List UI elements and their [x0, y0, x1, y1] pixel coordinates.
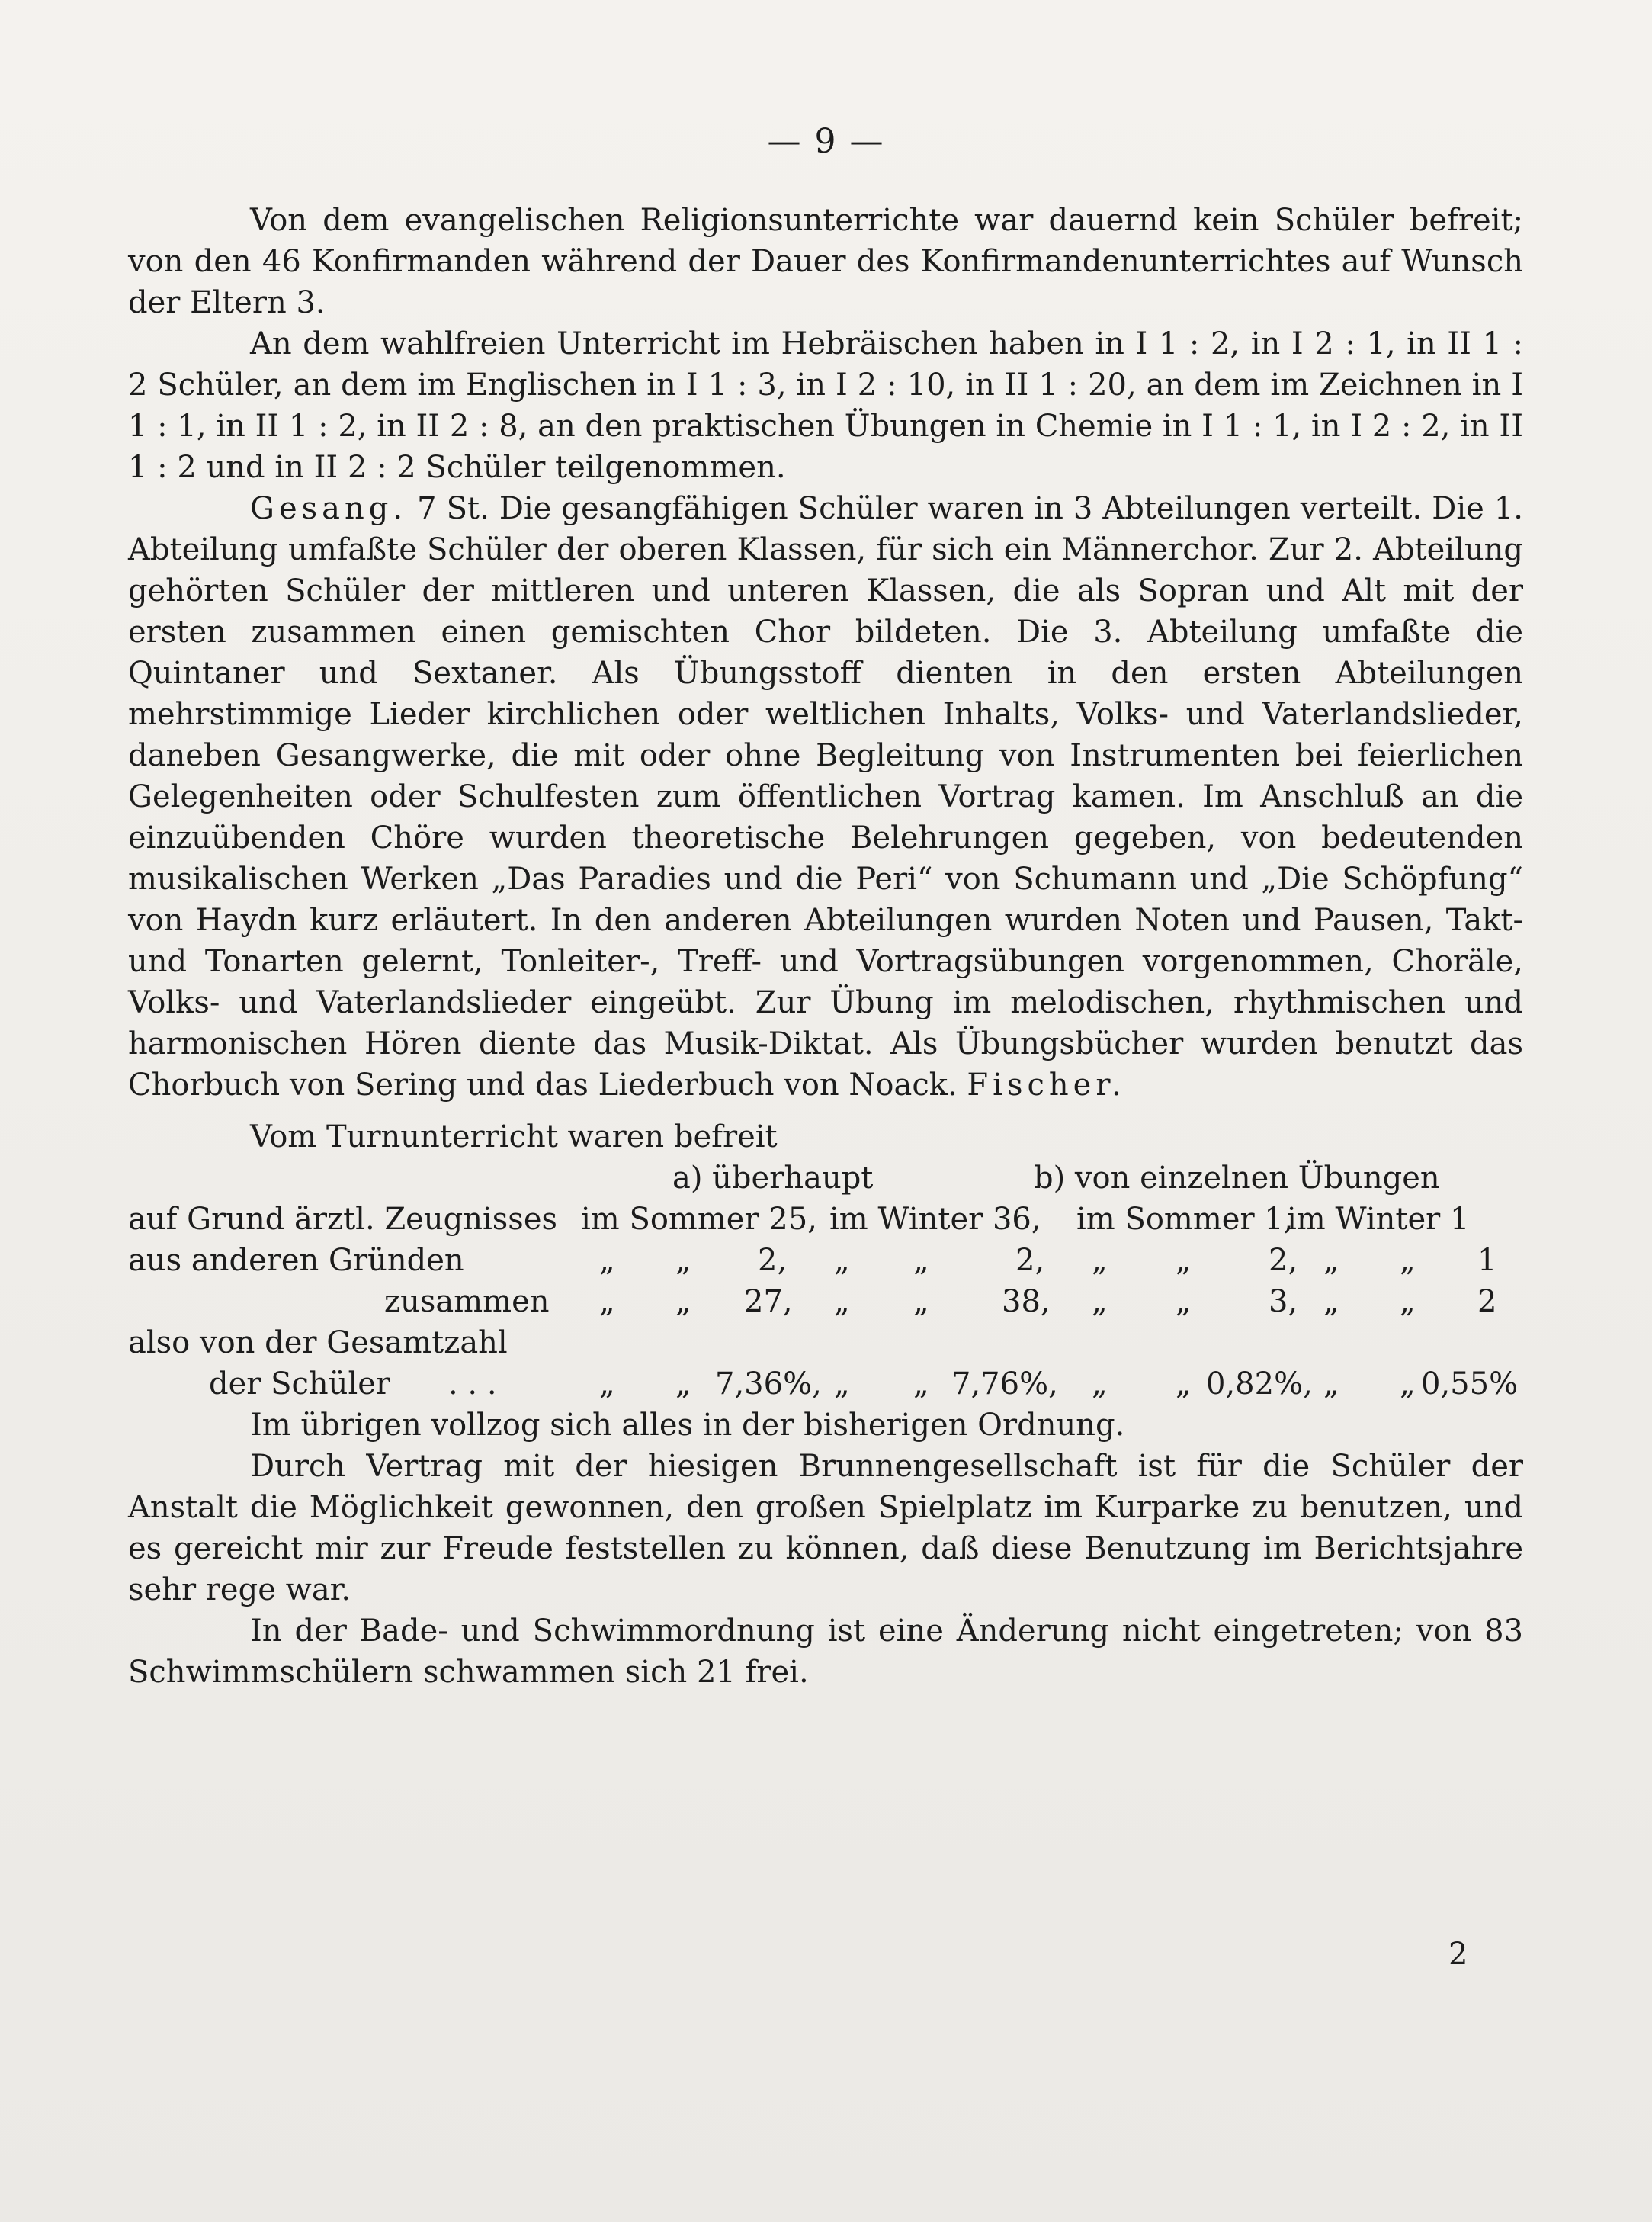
table-row [128, 1158, 1531, 1199]
closing-text [128, 1405, 1523, 1693]
paragraph-ordnung: Im übrigen vollzog sich alles in der bisherigen Ordnung. [250, 1408, 1125, 1443]
ditto-mark: „ [675, 1366, 691, 1402]
cell: im Sommer 25, [581, 1202, 817, 1237]
cell: 7,36%, [715, 1366, 822, 1402]
ditto-mark: „ [1323, 1284, 1339, 1319]
cell: 38, [1002, 1284, 1051, 1319]
cell: 27, [744, 1284, 793, 1319]
turn-intro: Vom Turnunterricht waren befreit [250, 1119, 778, 1154]
cell: im Sommer 1, [1076, 1202, 1294, 1237]
cell: 1 [1477, 1243, 1497, 1278]
cell: 3, [1269, 1284, 1298, 1319]
gesang-text: 7 St. Die gesangfähigen Schüler waren in 3 Abteilungen verteilt. Die 1. Abteilung umfaßte Schüler der oberen Klassen, für sich ein Männerchor. Zur 2. Abteilung gehörten Schüler der mittleren und unteren Klassen, die als Sopran und Alt mit der ersten zusammen einen gemischten Chor bildeten. Die 3. Abteilung umfaßte die Quintaner und Sextaner. Als Übungsstoff dienten in den ersten Abteilungen mehrstimmige Lieder kirchlichen oder weltlichen Inhalts, Volks- und Vaterlandslieder, daneben Gesangwerke, die mit oder ohne Begleitung von Instrumenten bei feierlichen Gelegenheiten oder Schulfesten zum öffentlichen Vortrag kamen. Im Anschluß an die einzuübenden Chöre wurden theoretische Belehrungen gegeben, von bedeutenden musikalischen Werken „Das Paradies und die Peri“ von Schumann und „Die Schöpfung“ von Haydn kurz erläutert. In den anderen Abteilungen wurden Noten und Pausen, Takt- und Tonarten gelernt, Tonleiter-, Treff- und Vortragsübungen vorgenommen, Choräle, Volks- und Vaterlandslieder eingeübt. Zur Übung im melodischen, rhythmischen und harmonischen Hören diente das Musik-Diktat. Als Übungsbücher wurden benutzt das Chorbuch von Sering und das Liederbuch von Noack. [128, 491, 1523, 1103]
ditto-mark: „ [1092, 1243, 1108, 1278]
ditto-mark: „ [913, 1366, 929, 1402]
cell: 2, [1269, 1243, 1298, 1278]
paragraph-spielplatz: Durch Vertrag mit der hiesigen Brunnengesellschaft ist für die Schüler der Anstalt die Möglichkeit gewonnen, den großen Spielplatz im Kurparke zu benutzen, und es gereicht mir zur Freude feststellen zu können, daß diese Benutzung im Berichtsjahre sehr rege war. [128, 1449, 1523, 1607]
cell: 2, [1015, 1243, 1045, 1278]
table-row [128, 1322, 1531, 1363]
table-row [128, 1281, 1531, 1322]
table-row [128, 1199, 1531, 1240]
ditto-mark: „ [675, 1284, 691, 1319]
row-label: also von der Gesamtzahl [128, 1325, 508, 1360]
paragraph-religion: Von dem evangelischen Religionsunterrichte war dauernd kein Schüler befreit; von den 46 Konfirmanden während der Dauer des Konfirmandenunterrichtes auf Wunsch der Eltern 3. [128, 203, 1523, 320]
ditto-mark: „ [599, 1366, 615, 1402]
ditto-mark: „ [913, 1284, 929, 1319]
ditto-mark: „ [1092, 1366, 1108, 1402]
paragraph-schwimmen: In der Bade- und Schwimmordnung ist eine Änderung nicht eingetreten; von 83 Schwimmschülern schwammen sich 21 frei. [128, 1614, 1523, 1690]
cell: 2 [1477, 1284, 1497, 1319]
table-row [128, 1116, 1531, 1158]
ditto-mark: „ [1400, 1366, 1416, 1402]
text-body [128, 200, 1523, 1106]
ditto-mark: „ [1323, 1366, 1339, 1402]
col-header-a: a) überhaupt [672, 1161, 874, 1196]
row-label: zusammen [384, 1284, 550, 1319]
paragraph-gesang [128, 488, 1523, 1106]
col-header-b: b) von einzelnen Übungen [1034, 1161, 1440, 1196]
cell: 0,82%, [1206, 1366, 1313, 1402]
table-row [128, 1363, 1531, 1405]
table-row [128, 1240, 1531, 1281]
page-header: — 9 — [767, 122, 885, 161]
ditto-mark: „ [913, 1243, 929, 1278]
cell: 7,76%, [951, 1366, 1058, 1402]
cell: 0,55% [1421, 1366, 1519, 1402]
ditto-mark: „ [1400, 1243, 1416, 1278]
ditto-mark: „ [675, 1243, 691, 1278]
row-label: der Schüler [209, 1366, 391, 1402]
page-number: 2 [1448, 1937, 1468, 1972]
ditto-mark: „ [1400, 1284, 1416, 1319]
cell: im Winter 36, [829, 1202, 1041, 1237]
leader-dots: . . . [448, 1366, 497, 1402]
ditto-mark: „ [599, 1243, 615, 1278]
turnunterricht-table [128, 1116, 1531, 1405]
ditto-mark: „ [834, 1243, 850, 1278]
gesang-signature: Fischer. [967, 1068, 1126, 1103]
ditto-mark: „ [1323, 1243, 1339, 1278]
cell: im Winter 1 [1287, 1202, 1470, 1237]
ditto-mark: „ [1092, 1284, 1108, 1319]
ditto-mark: „ [834, 1366, 850, 1402]
gesang-label: Gesang. [250, 491, 408, 526]
row-label: auf Grund ärztl. Zeugnisses [128, 1202, 558, 1237]
paragraph-wahlfrei: An dem wahlfreien Unterricht im Hebräischen haben in I 1 : 2, in I 2 : 1, in II 1 : 2 Schüler, an dem im Englischen in I 1 : 3, in I 2 : 10, in II 1 : 20, an dem im Zeichnen in I 1 : 1, in II 1 : 2, in II 2 : 8, an den praktischen Übungen in Chemie in I 1 : 1, in I 2 : 2, in II 1 : 2 und in II 2 : 2 Schüler teilgenommen. [128, 326, 1523, 485]
ditto-mark: „ [1176, 1284, 1192, 1319]
row-label: aus anderen Gründen [128, 1243, 464, 1278]
ditto-mark: „ [1176, 1366, 1192, 1402]
ditto-mark: „ [1176, 1243, 1192, 1278]
ditto-mark: „ [834, 1284, 850, 1319]
ditto-mark: „ [599, 1284, 615, 1319]
cell: 2, [758, 1243, 788, 1278]
